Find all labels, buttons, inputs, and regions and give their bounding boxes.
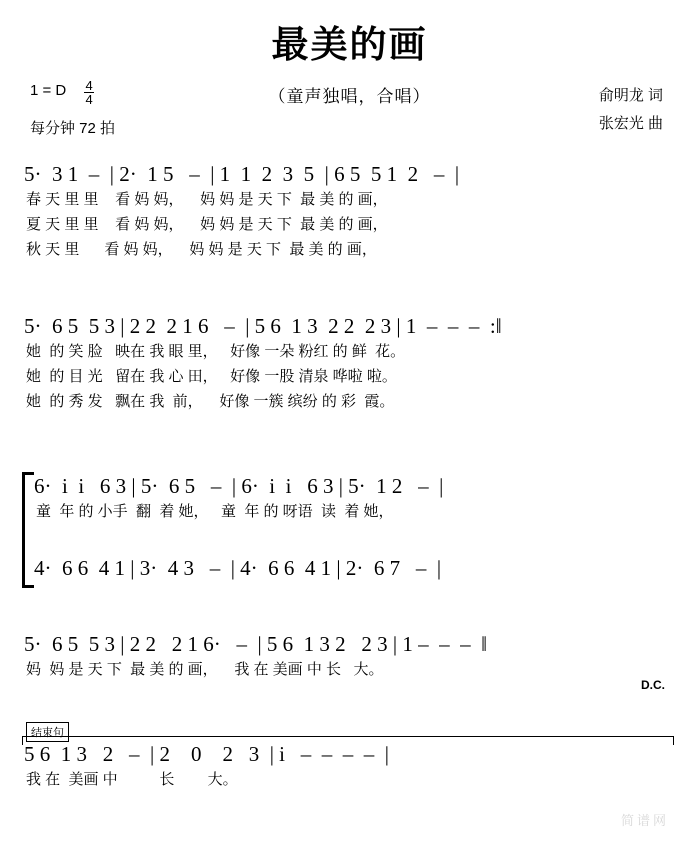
music-system-6 [0, 742, 699, 792]
lyric-line: 我 在 美画 中 长 大。 [26, 771, 238, 788]
notation-line: 5 6 1 3 2 – | 2 0 2 3 | i – – – – | [24, 742, 389, 766]
lyricist-credit: 俞明龙 词 [598, 87, 663, 104]
music-system-2 [0, 314, 699, 414]
music-system-4 [0, 556, 699, 581]
lyric-line: 夏 天 里 里 看 妈 妈， 妈 妈 是 天 下 最 美 的 画， [26, 216, 388, 233]
notation-line: 5· 6 5 5 3 | 2 2 2 1 6· – | 5 6 1 3 2 2 3 | 1 – – – ‖ [24, 632, 487, 656]
sheet-music-page [0, 14, 699, 847]
time-signature-denominator: 4 [85, 91, 93, 107]
notation-line: 6· i i 6 3 | 5· 6 5 – | 6· i i 6 3 | 5· 1 2 – | [34, 474, 444, 498]
coda-label: 结束句 [26, 722, 69, 742]
performance-note: （童声独唱，合唱） [268, 87, 431, 106]
watermark: 简谱网 [620, 813, 669, 828]
key-signature-block [30, 76, 94, 106]
notation-line: 5· 3 1 – | 2· 1 5 – | 1 1 2 3 5 | 6 5 5 1 2 – | [24, 162, 460, 186]
music-system-3 [0, 474, 699, 524]
tempo-marking: 每分钟 72 拍 [30, 120, 116, 137]
page-title: 最美的画 [271, 25, 428, 66]
lyric-line: 童 年 的 小手 翻 着 她， 童 年 的 呀语 读 着 她， [36, 503, 394, 520]
lyric-line: 她 的 目 光 留在 我 心 田， 好像 一股 清泉 哗啦 啦。 [26, 368, 397, 385]
composer-credit: 张宏光 曲 [598, 115, 663, 132]
lyric-line: 秋 天 里 看 妈 妈， 妈 妈 是 天 下 最 美 的 画， [26, 241, 377, 258]
credits [599, 82, 663, 138]
lyric-line: 春 天 里 里 看 妈 妈， 妈 妈 是 天 下 最 美 的 画， [26, 191, 388, 208]
lyric-line: 妈 妈 是 天 下 最 美 的 画， 我 在 美画 中 长 大。 [26, 661, 384, 678]
music-system-1 [0, 162, 699, 262]
lyric-line: 她 的 笑 脸 映在 我 眼 里， 好像 一朵 粉红 的 鲜 花。 [26, 343, 406, 360]
notation-line: 5· 6 5 5 3 | 2 2 2 1 6 – | 5 6 1 3 2 2 2 3 | 1 – – – :‖ [24, 314, 502, 338]
time-signature [84, 79, 93, 106]
key-signature: 1 = D [30, 82, 67, 99]
da-capo-marking: D.C. [641, 678, 665, 692]
lyric-line: 她 的 秀 发 飘在 我 前， 好像 一簇 缤纷 的 彩 霞。 [26, 393, 395, 410]
time-signature-numerator: 4 [85, 77, 93, 93]
notation-line: 4· 6 6 4 1 | 3· 4 3 – | 4· 6 6 4 1 | 2· 6 7 – | [34, 556, 442, 580]
music-system-5 [0, 632, 699, 682]
